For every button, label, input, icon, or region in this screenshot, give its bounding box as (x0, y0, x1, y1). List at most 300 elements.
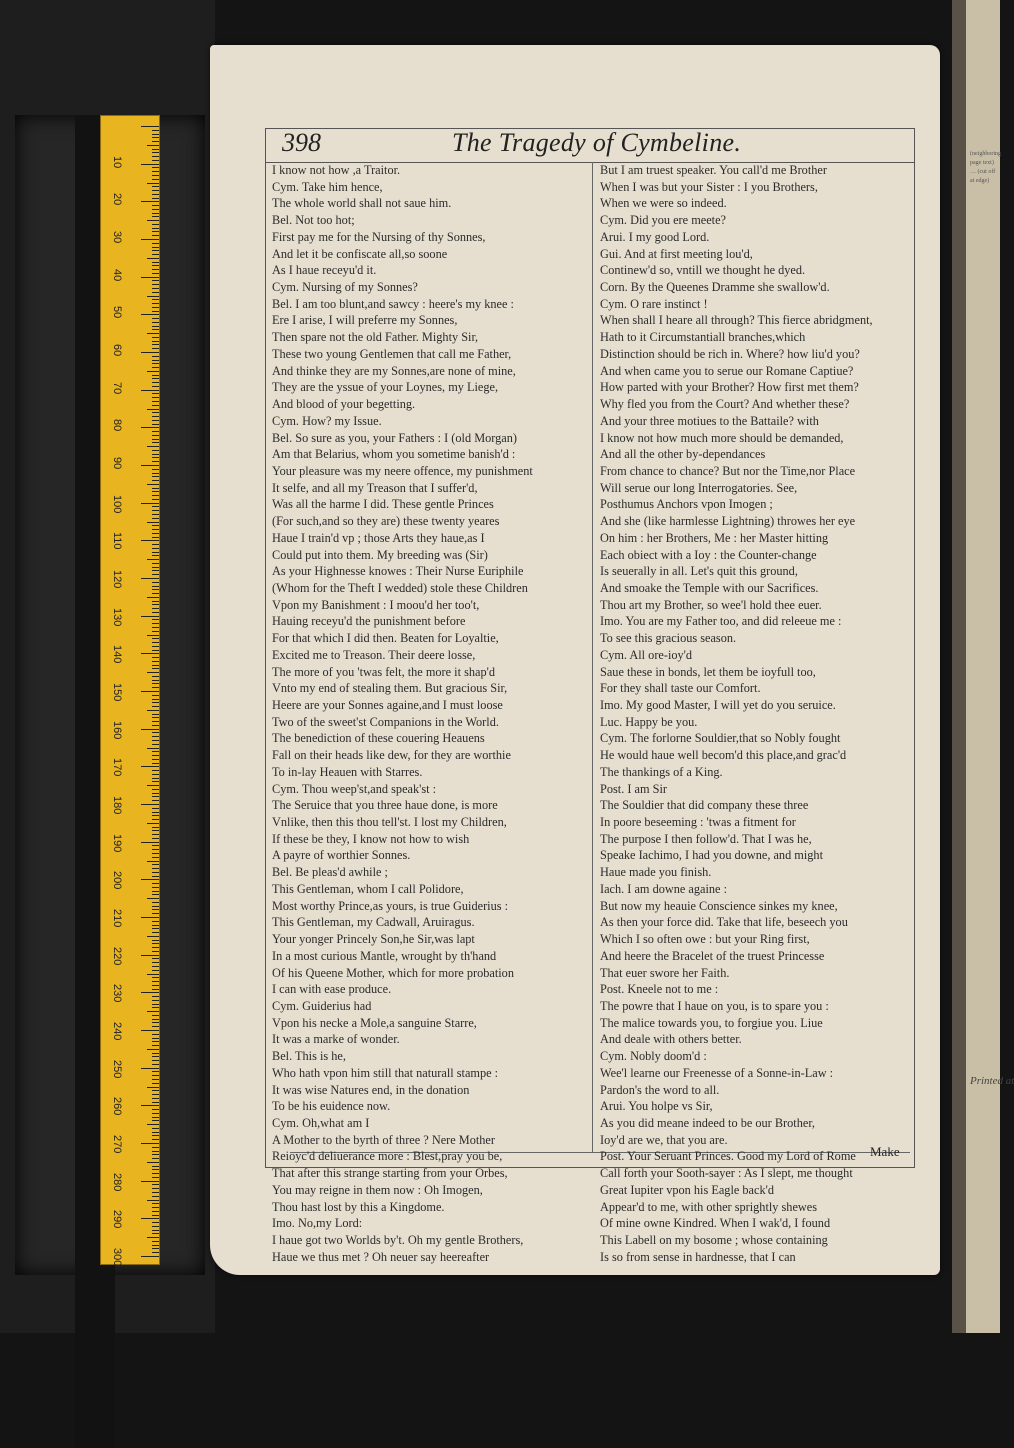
text-line: I know not how ,a Traitor. (272, 163, 401, 177)
ruler-tick (152, 631, 159, 632)
ruler-tick (152, 322, 159, 323)
ruler-number: 30 (111, 231, 123, 244)
ruler-number: 290 (111, 1210, 123, 1229)
ruler-tick (152, 179, 159, 180)
ruler-tick (152, 506, 159, 507)
ruler-number: 20 (111, 193, 123, 206)
text-line: Haue we thus met ? Oh neuer say heereafter (272, 1249, 490, 1264)
ruler-tick (152, 612, 159, 613)
ruler-tick (152, 435, 159, 436)
ruler-tick (152, 194, 159, 195)
ruler-tick (152, 250, 159, 251)
text-line: Fall on their heads like dew, for they are worthie (272, 748, 511, 763)
text-line: Could put into them. My breeding was (Sir) (272, 547, 488, 562)
ruler-tick (152, 491, 159, 492)
text-line: Vnto my end of stealing them. But gracious Sir, (272, 681, 508, 696)
text-line: Haue made you finish. (600, 865, 712, 880)
text-line: If these be they, I know not how to wish (272, 831, 470, 846)
ruler-tick (152, 894, 159, 895)
ruler-tick (152, 1034, 159, 1035)
ruler-tick (147, 785, 159, 786)
ruler-number: 260 (111, 1097, 123, 1116)
ruler-tick (152, 586, 159, 587)
ruler-tick (152, 514, 159, 515)
ruler-tick (141, 1030, 159, 1031)
text-line: A payre of worthier Sonnes. (272, 848, 411, 863)
ruler-tick (152, 537, 159, 538)
ruler-tick (152, 834, 159, 835)
ruler-tick (152, 676, 159, 677)
text-line: Hath to it Circumstantiall branches,which (600, 330, 806, 345)
ruler-tick (147, 409, 159, 410)
ruler-tick (152, 450, 159, 451)
text-line: And let it be confiscate all,so soone (272, 246, 448, 261)
ruler-tick (152, 439, 159, 440)
text-line: It selfe, and all my Treason that I suffer'd, (272, 480, 478, 495)
ruler-tick (147, 1087, 159, 1088)
text-line: Post. I am Sir (600, 781, 667, 796)
text-line: On him : her Brothers, Me : her Master hitting (600, 530, 829, 545)
ruler-tick (141, 126, 159, 127)
text-line: Vpon my Banishment : I moou'd her too't, (272, 597, 480, 612)
ruler-tick (141, 992, 159, 993)
text-line: Is seuerally in all. Let's quit this ground, (600, 564, 798, 579)
ruler-tick (141, 201, 159, 202)
ruler-tick (147, 446, 159, 447)
ruler-tick (152, 793, 159, 794)
ruler-tick (152, 386, 159, 387)
text-line: It was wise Natures end, in the donation (272, 1082, 470, 1097)
ruler-tick (152, 1120, 159, 1121)
ruler-tick (147, 974, 159, 975)
ruler-tick (147, 258, 159, 259)
text-line: Cym. Guiderius had (272, 998, 372, 1013)
ruler-tick (152, 589, 159, 590)
text-line: (For such,and so they are) these twenty yeares (272, 514, 500, 529)
ruler-tick (152, 1241, 159, 1242)
text-line: Posthumus Anchors vpon Imogen ; (600, 497, 773, 512)
ruler-tick (152, 552, 159, 553)
ruler-number: 80 (111, 419, 123, 432)
ruler-tick (152, 1169, 159, 1170)
ruler-tick (152, 156, 159, 157)
ruler-tick (152, 721, 159, 722)
ruler-tick (152, 1215, 159, 1216)
text-line: Most worthy Prince,as yours, is true Guiderius : (272, 898, 509, 913)
ruler-tick (152, 789, 159, 790)
ruler-number: 160 (111, 720, 123, 740)
ruler-tick (152, 706, 159, 707)
text-line: In a most curious Mantle, wrought by th'hand (272, 948, 497, 963)
text-line: This Gentleman, my Cadwall, Aruiragus. (272, 915, 475, 930)
text-line: I can with ease produce. (272, 982, 392, 997)
text-line: Of mine owne Kindred. When I wak'd, I found (600, 1216, 831, 1231)
text-line: The Souldier that did company these three (600, 798, 809, 813)
text-line: Cym. All ore-ioy'd (600, 647, 693, 662)
ruler-tick (152, 1090, 159, 1091)
ruler-tick (152, 231, 159, 232)
ruler-tick (147, 710, 159, 711)
ruler-number: 240 (111, 1022, 123, 1041)
ruler-tick (141, 616, 159, 617)
text-line: Excited me to Treason. Their deere losse, (272, 647, 476, 662)
ruler-tick (152, 1071, 159, 1072)
ruler-tick (152, 375, 159, 376)
ruler-tick (152, 356, 159, 357)
ruler-tick (152, 1151, 159, 1152)
text-line: Heere are your Sonnes againe,and I must loose (272, 698, 503, 712)
ruler-number: 150 (111, 683, 123, 702)
text-line: Imo. You are my Father too, and did releeue me : (600, 614, 842, 629)
text-line: From chance to chance? But nor the Time,nor Place (600, 463, 856, 478)
ruler-tick (141, 277, 159, 278)
ruler-tick (141, 879, 159, 880)
text-line: Was all the harme I did. These gentle Princes (272, 497, 494, 512)
ruler-number: 130 (111, 607, 123, 627)
text-line: Cym. Nobly doom'd : (600, 1049, 707, 1064)
ruler-tick (147, 898, 159, 899)
text-line: Cym. Thou weep'st,and speak'st : (272, 781, 437, 796)
ruler-tick (152, 958, 159, 959)
ruler-tick (152, 367, 159, 368)
text-column-right (600, 162, 912, 1265)
ruler-tick (152, 1064, 159, 1065)
text-line: Post. Kneele not to me : (600, 982, 719, 997)
ruler-tick (141, 1181, 159, 1182)
ruler-tick (152, 495, 159, 496)
text-line: Ere I arise, I will preferre my Sonnes, (272, 313, 458, 328)
ruler-tick (152, 171, 159, 172)
ruler-tick (152, 299, 159, 300)
ruler-tick (141, 1143, 159, 1144)
ruler-tick (141, 540, 159, 541)
ruler-number: 300 (111, 1248, 123, 1267)
text-line: (Whom for the Theft I wedded) stole these Children (272, 580, 528, 595)
text-line: Continew'd so, vntill we thought he dyed. (600, 263, 806, 278)
ruler-tick (152, 732, 159, 733)
text-line: They are the yssue of your Loynes, my Liege, (272, 380, 499, 395)
text-line: And she (like harmlesse Lightning) throwes her eye (600, 514, 856, 529)
ruler-tick (147, 936, 159, 937)
ruler-tick (152, 473, 159, 474)
ruler-tick (147, 597, 159, 598)
ruler-tick (141, 578, 159, 579)
ruler-tick (141, 729, 159, 730)
catchword: Make (870, 1144, 900, 1159)
text-line: He would haue well becom'd this place,and grac'd (600, 748, 847, 763)
ruler-tick (152, 1022, 159, 1023)
text-line: And all the other by-dependances (600, 447, 766, 462)
ruler-tick (152, 337, 159, 338)
ruler-tick (152, 717, 159, 718)
ruler-tick (152, 1147, 159, 1148)
ruler-tick (147, 1162, 159, 1163)
ruler-tick (152, 1007, 159, 1008)
ruler-tick (152, 548, 159, 549)
ruler-tick (141, 1068, 159, 1069)
ruler-tick (152, 262, 159, 263)
ruler-tick (152, 1192, 159, 1193)
ruler-tick (152, 311, 159, 312)
ruler-tick (152, 329, 159, 330)
ruler-number: 280 (111, 1172, 123, 1192)
ruler-tick (141, 1256, 159, 1257)
ruler-tick (152, 947, 159, 948)
ruler-tick (152, 623, 159, 624)
ruler-tick (152, 570, 159, 571)
ruler-tick (152, 977, 159, 978)
ruler-tick (152, 280, 159, 281)
text-line: Two of the sweet'st Companions in the World. (272, 714, 499, 729)
ruler-tick (147, 183, 159, 184)
text-line: And smoake the Temple with our Sacrifices. (600, 580, 819, 595)
text-line: Thou hast lost by this a Kingdome. (272, 1199, 445, 1214)
ruler-number: 250 (111, 1059, 123, 1079)
text-line: Cym. O rare instinct ! (600, 296, 708, 311)
ruler-tick (152, 401, 159, 402)
ruler-tick (152, 800, 159, 801)
ruler-tick (152, 608, 159, 609)
ruler-tick (152, 382, 159, 383)
text-line: And your three motiues to the Battaile? with (600, 413, 819, 428)
text-line: The thankings of a King. (600, 764, 723, 779)
ruler-tick (152, 1173, 159, 1174)
page-number: 398 (282, 128, 321, 157)
text-line: It was a marke of wonder. (272, 1032, 400, 1047)
text-line: That after this strange starting from your Orbes, (272, 1166, 508, 1181)
ruler-tick (152, 1015, 159, 1016)
ruler-tick (152, 544, 159, 545)
ruler-tick (152, 130, 159, 131)
ruler-tick (152, 796, 159, 797)
text-line: Why fled you from the Court? And whether these? (600, 397, 850, 412)
ruler-tick (141, 842, 159, 843)
ruler-tick (152, 243, 159, 244)
ruler-tick (152, 1211, 159, 1212)
text-line: Bel. Be pleas'd awhile ; (272, 865, 388, 880)
ruler-tick (152, 1019, 159, 1020)
text-line: First pay me for the Nursing of thy Sonnes, (272, 229, 486, 244)
ruler-tick (152, 1083, 159, 1084)
text-line: Pardon's the word to all. (600, 1082, 720, 1097)
ruler-tick (152, 1053, 159, 1054)
ruler-tick (152, 714, 159, 715)
column-divider (592, 162, 593, 1152)
ruler-tick (152, 476, 159, 477)
ruler-tick (152, 326, 159, 327)
ruler-tick (152, 1226, 159, 1227)
ruler-tick (152, 141, 159, 142)
ruler-tick (152, 1135, 159, 1136)
ruler-tick (152, 736, 159, 737)
ruler-tick (152, 943, 159, 944)
ruler-tick (152, 763, 159, 764)
ruler-tick (152, 661, 159, 662)
ruler-tick (152, 695, 159, 696)
ruler-tick (152, 815, 159, 816)
ruler-tick (152, 405, 159, 406)
ruler-tick (152, 424, 159, 425)
ruler-tick (147, 296, 159, 297)
ruler-tick (152, 431, 159, 432)
text-line: A Mother to the byrth of three ? Nere Mother (272, 1132, 495, 1147)
text-line: When I was but your Sister : I you Brothers, (600, 179, 818, 194)
ruler-tick (152, 1128, 159, 1129)
ruler-tick (141, 1105, 159, 1106)
text-line: Cym. Did you ere meete? (600, 213, 727, 228)
ruler-tick (152, 152, 159, 153)
ruler-tick (152, 819, 159, 820)
text-line: As your Highnesse knowes : Their Nurse Euriphile (272, 564, 524, 579)
text-line: How parted with your Brother? How first met them? (600, 380, 859, 395)
ruler-tick (152, 480, 159, 481)
ruler-tick (152, 966, 159, 967)
ruler-tick (152, 348, 159, 349)
ruler-tick (152, 849, 159, 850)
ruler-tick (152, 962, 159, 963)
ruler-tick (152, 781, 159, 782)
ruler-tick (152, 412, 159, 413)
ruler-tick (147, 823, 159, 824)
ruler-tick (152, 307, 159, 308)
ruler-tick (152, 420, 159, 421)
ruler-tick (152, 668, 159, 669)
ruler-tick (152, 650, 159, 651)
text-line: The more of you 'twas felt, the more it shap'd (272, 664, 495, 679)
text-line: Bel. So sure as you, your Fathers : I (old Morgan) (272, 430, 517, 445)
text-line: Bel. I am too blunt,and sawcy : heere's my knee : (272, 296, 514, 311)
ruler-tick (152, 883, 159, 884)
ruler-number: 170 (111, 758, 123, 777)
text-line: Wee'l learne our Freenesse of a Sonne-in-Law : (600, 1065, 834, 1080)
ruler-tick (147, 333, 159, 334)
ruler-tick (141, 465, 159, 466)
ruler-tick (152, 397, 159, 398)
text-line: Cym. Take him hence, (272, 179, 383, 194)
ruler-tick (152, 604, 159, 605)
text-line: And deale with others better. (600, 1032, 742, 1047)
ruler-tick (152, 646, 159, 647)
text-line: Am that Belarius, whom you sometime banish'd : (272, 447, 516, 462)
text-line: Imo. My good Master, I will yet do you seruice. (600, 698, 836, 712)
text-line: Saue these in bonds, let them be ioyfull too, (600, 664, 816, 679)
ruler-tick (152, 1139, 159, 1140)
ruler-tick (147, 220, 159, 221)
ruler-tick (152, 205, 159, 206)
ruler-tick (152, 499, 159, 500)
ruler-tick (152, 913, 159, 914)
ruler-tick (152, 582, 159, 583)
text-line: Post. Your Seruant Princes. Good my Lord of Rome (600, 1149, 856, 1164)
ruler-tick (152, 224, 159, 225)
text-line: Gui. And at first meeting lou'd, (600, 246, 753, 261)
ruler-tick (152, 619, 159, 620)
ruler-tick (147, 522, 159, 523)
text-line: When shall I heare all through? This fierce abridgment, (600, 313, 873, 328)
text-line: To in-lay Heauen with Starres. (272, 764, 423, 779)
ruler-tick (152, 887, 159, 888)
ruler-tick (152, 981, 159, 982)
ruler-tick (152, 751, 159, 752)
ruler-tick (147, 1237, 159, 1238)
ruler-tick (152, 160, 159, 161)
ruler-tick (152, 985, 159, 986)
text-line: Will serue our long Interrogatories. See, (600, 480, 798, 495)
text-line: Imo. No,my Lord: (272, 1216, 363, 1231)
text-line: The malice towards you, to forgiue you. Liue (600, 1015, 823, 1030)
ruler-tick (152, 1245, 159, 1246)
ruler-tick (152, 469, 159, 470)
measuring-ruler (100, 115, 160, 1265)
text-line: Great Iupiter vpon his Eagle back'd (600, 1182, 774, 1197)
ruler-tick (152, 627, 159, 628)
text-line: The whole world shall not saue him. (272, 196, 452, 211)
text-line: Appear'd to me, with other sprightly shewes (600, 1199, 818, 1214)
ruler-tick (152, 683, 159, 684)
ruler-number: 110 (111, 532, 123, 550)
ruler-tick (152, 1079, 159, 1080)
ruler-tick (152, 303, 159, 304)
text-line: I know not how much more should be demanded, (600, 430, 844, 445)
ruler-number: 120 (111, 570, 123, 589)
ruler-tick (147, 484, 159, 485)
ruler-tick (152, 378, 159, 379)
ruler-tick (152, 529, 159, 530)
ruler-tick (152, 996, 159, 997)
ruler-tick (152, 137, 159, 138)
text-line: Which I so often owe : but your Ring first, (600, 932, 810, 947)
ruler-tick (152, 292, 159, 293)
ruler-tick (152, 925, 159, 926)
ruler-tick (152, 1117, 159, 1118)
ruler-tick (152, 284, 159, 285)
ruler-tick (152, 488, 159, 489)
text-line: Cym. How? my Issue. (272, 413, 382, 428)
ruler-tick (147, 861, 159, 862)
ruler-tick (152, 928, 159, 929)
ruler-tick (152, 209, 159, 210)
ruler-tick (152, 827, 159, 828)
ruler-tick (152, 740, 159, 741)
text-line: Haue I train'd vp ; those Arts they haue,as I (272, 530, 485, 545)
ruler-tick (152, 1252, 159, 1253)
ruler-tick (152, 864, 159, 865)
text-line: For that which I did then. Beaten for Loyaltie, (272, 631, 499, 646)
ruler-tick (147, 1049, 159, 1050)
text-line: Vpon his necke a Mole,a sanguine Starre, (272, 1015, 477, 1030)
text-line: When we were so indeed. (600, 196, 727, 211)
ruler-tick (152, 725, 159, 726)
ruler-tick (152, 228, 159, 229)
ruler-tick (152, 770, 159, 771)
ruler-tick (152, 601, 159, 602)
ruler-tick (152, 1056, 159, 1057)
ruler-tick (152, 853, 159, 854)
ruler-tick (152, 970, 159, 971)
ruler-tick (152, 932, 159, 933)
ruler-tick (147, 635, 159, 636)
ruler-tick (152, 1109, 159, 1110)
ruler-tick (152, 702, 159, 703)
ruler-tick (152, 416, 159, 417)
text-line: Cym. Oh,what am I (272, 1115, 370, 1130)
text-line: Reioyc'd deliuerance more : Blest,pray you be, (272, 1149, 503, 1164)
ruler-tick (152, 680, 159, 681)
text-line: Arui. You holpe vs Sir, (600, 1099, 713, 1114)
ruler-tick (152, 273, 159, 274)
ruler-tick (152, 1230, 159, 1231)
ruler-tick (152, 744, 159, 745)
